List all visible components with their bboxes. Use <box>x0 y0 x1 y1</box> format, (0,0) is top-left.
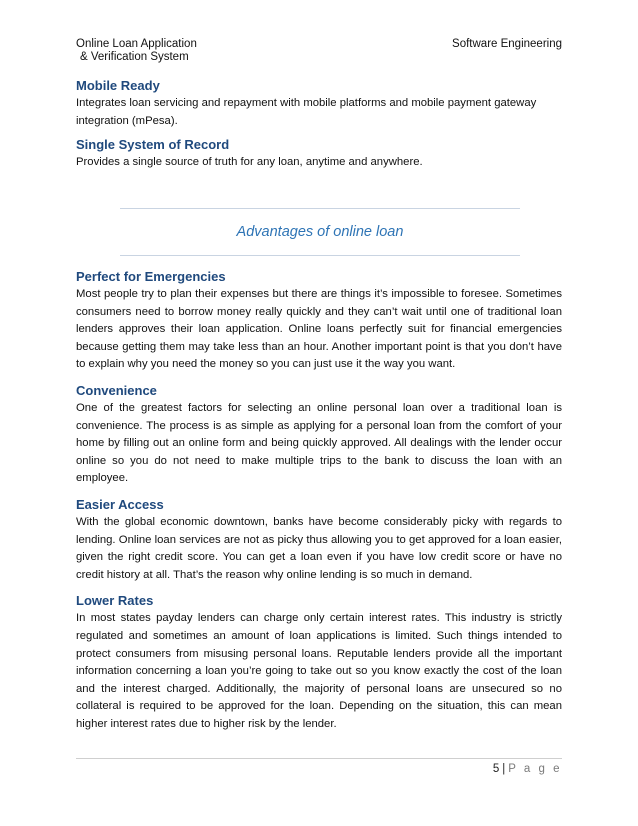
section-text-lower-rates: In most states payday lenders can charge only certain interest rates. This industry is strictly regulated and sometimes an amount of loan applications is limited. Such things intended to protect consumers from misusing personal loans. Reputable lenders provide all the important information concerning a loan you’re going to take out so you know exactly the cost of the loan and the interest charged. Additionally, the majority of personal loans are unsecured so no collateral is required to be approved for the loan. Depending on the situation, this can mean higher interest rates due to higher risk by the lender. <box>76 612 562 730</box>
header-project-subtitle: & Verification System <box>80 51 189 63</box>
section-text-single-system: Provides a single source of truth for any loan, anytime and anywhere. <box>76 156 423 169</box>
section-text-easier-access: With the global economic downtown, banks have become considerably picky with regards to lending. Online loan services are not as picky thus allowing you to get approved for a loan easier, given the right credit score. You can get a loan even if you have low credit score or have no credit history at all. That’s the reason why online lending is so much in demand. <box>76 515 562 581</box>
section-title-convenience: Convenience <box>76 382 157 398</box>
header-project-title: Online Loan Application <box>76 38 197 50</box>
page-header <box>76 38 562 68</box>
footer-divider <box>76 758 562 759</box>
top-content <box>76 77 562 172</box>
section-text-emergencies: Most people try to plan their expenses but there are things it’s impossible to foresee. Sometimes consumers need to borrow money really quickly and they can’t wait until one of traditional loan lenders approves their loan application. Online loans perfectly suit for financial emergencies because getting them may take less than an hour. Another important point is that you don’t have to explain why you need the money so you can just use it the way you want. <box>76 288 562 371</box>
section-title-single-system: Single System of Record <box>76 137 230 153</box>
header-left <box>76 38 197 64</box>
page-number: 5 <box>492 763 500 775</box>
advantages-title: Advantages of online loan <box>236 224 404 240</box>
section-title-emergencies: Perfect for Emergencies <box>76 269 226 284</box>
advantages-banner <box>120 208 520 256</box>
page-footer <box>493 762 562 776</box>
section-title-lower-rates: Lower Rates <box>76 593 154 609</box>
footer-separator: | <box>502 763 506 775</box>
header-course: Software Engineering <box>452 38 562 50</box>
section-text-convenience: One of the greatest factors for selecting an online personal loan over a traditional loan is convenience. The process is as simple as applying for a personal loan from the comfort of your home by filling out an online form and being quickly approved. All dealings with the lender occur online so you do not need to make multiple trips to the bank to discuss the loan with an employee. <box>76 401 562 485</box>
main-content <box>76 268 562 733</box>
section-title-easier-access: Easier Access <box>76 496 164 512</box>
section-title-mobile-ready: Mobile Ready <box>76 78 160 93</box>
section-text-mobile-ready: Integrates loan servicing and repayment with mobile platforms and mobile payment gateway integration (mPesa). <box>76 97 537 127</box>
page-label: P a g e <box>508 763 562 775</box>
